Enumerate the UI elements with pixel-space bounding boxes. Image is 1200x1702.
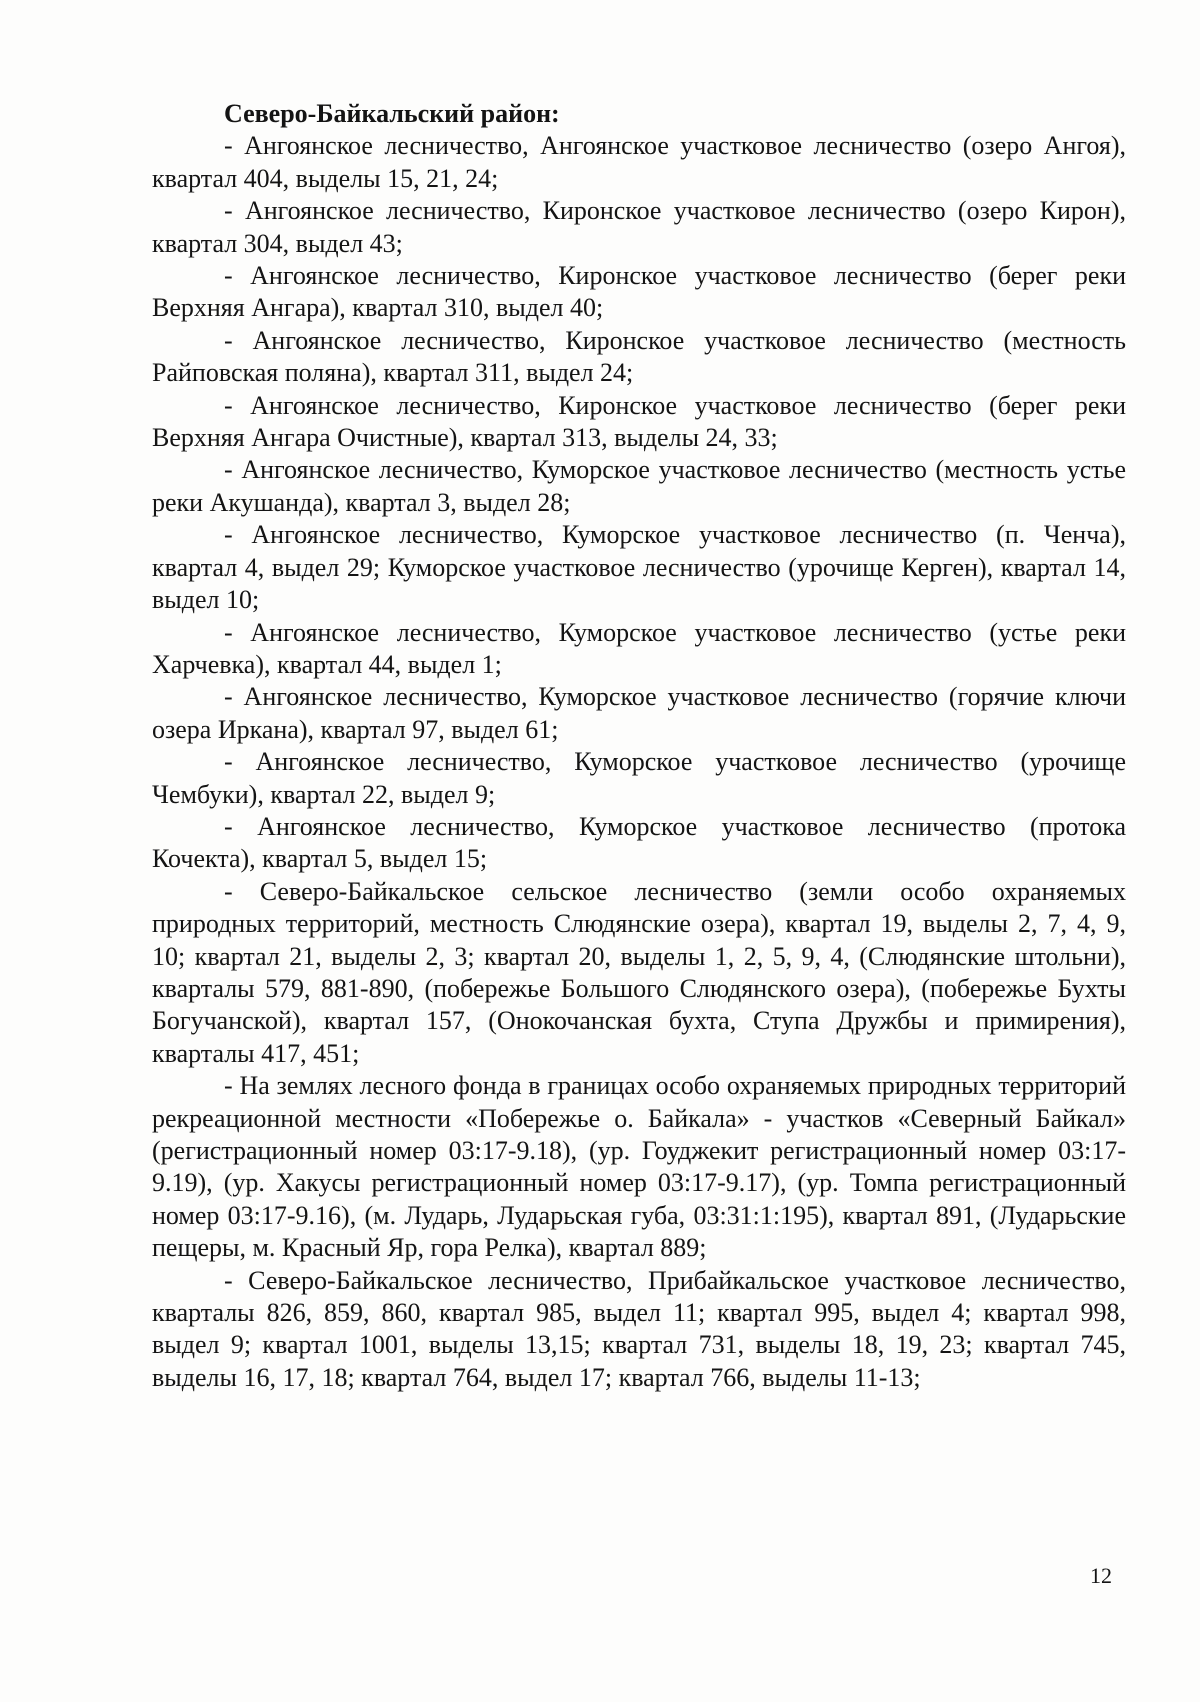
paragraph-13: - На землях лесного фонда в границах особо охраняемых природных территорий рекреационной местности «Побережье о. Байкала» - участков «Северный Байкал» (регистрационный номер 03:17-9.18), (ур. Гоуджекит регистрационный номер 03:17-9.19), (ур. Хакусы регистрационный номер 03:17-9.17), (ур. Томпа регистрационный номер 03:17-9.16), (м. Лударь, Лударьская губа, 03:31:1:195), квартал 891, (Лударьские пещеры, м. Красный Яр, гора Релка), квартал 889; [152,1071,1126,1263]
paragraph-2: - Ангоянское лесничество, Киронское участковое лесничество (озеро Кирон), квартал 304, выдел 43; [152,196,1126,258]
paragraph-12: - Северо-Байкальское сельское лесничество (земли особо охраняемых природных территорий, местность Слюдянские озера), квартал 19, выделы 2, 7, 4, 9, 10; квартал 21, выделы 2, 3; квартал 20, выделы 1, 2, 5, 9, 4, (Слюдянские штольни), кварталы 579, 881-890, (побережье Большого Слюдянского озера), (побережье Бухты Богучанской), квартал 157, (Онокочанская бухта, Ступа Дружбы и примирения), кварталы 417, 451; [152,876,1126,1068]
document-body [152,98,1126,1394]
paragraph-6: - Ангоянское лесничество, Куморское участковое лесничество (местность устье реки Акушанда), квартал 3, выдел 28; [152,455,1126,517]
paragraph-1: - Ангоянское лесничество, Ангоянское участковое лесничество (озеро Ангоя), квартал 404, выделы 15, 21, 24; [152,131,1126,193]
paragraph-9: - Ангоянское лесничество, Куморское участковое лесничество (горячие ключи озера Иркана), квартал 97, выдел 61; [152,682,1126,744]
paragraph-7: - Ангоянское лесничество, Куморское участковое лесничество (п. Ченча), квартал 4, выдел 29; Куморское участковое лесничество (урочище Керген), квартал 14, выдел 10; [152,520,1126,615]
paragraph-10: - Ангоянское лесничество, Куморское участковое лесничество (урочище Чембуки), квартал 22, выдел 9; [152,747,1126,809]
paragraph-14: - Северо-Байкальское лесничество, Прибайкальское участковое лесничество, кварталы 826, 859, 860, квартал 985, выдел 11; квартал 995, выдел 4; квартал 998, выдел 9; квартал 1001, выделы 13,15; квартал 731, выделы 18, 19, 23; квартал 745, выделы 16, 17, 18; квартал 764, выдел 17; квартал 766, выделы 11-13; [152,1265,1126,1392]
page-number: 12 [1090,1563,1112,1588]
paragraph-4: - Ангоянское лесничество, Киронское участковое лесничество (местность Райповская поляна), квартал 311, выдел 24; [152,325,1126,388]
paragraph-5: - Ангоянское лесничество, Киронское участковое лесничество (берег реки Верхняя Ангара Очистные), квартал 313, выделы 24, 33; [152,390,1126,453]
section-heading: Северо-Байкальский район: [224,99,560,128]
paragraph-8: - Ангоянское лесничество, Куморское участковое лесничество (устье реки Харчевка), квартал 44, выдел 1; [152,617,1126,679]
paragraph-11: - Ангоянское лесничество, Куморское участковое лесничество (протока Кочекта), квартал 5, выдел 15; [152,811,1126,874]
paragraph-3: - Ангоянское лесничество, Киронское участковое лесничество (берег реки Верхняя Ангара), квартал 310, выдел 40; [152,261,1126,323]
